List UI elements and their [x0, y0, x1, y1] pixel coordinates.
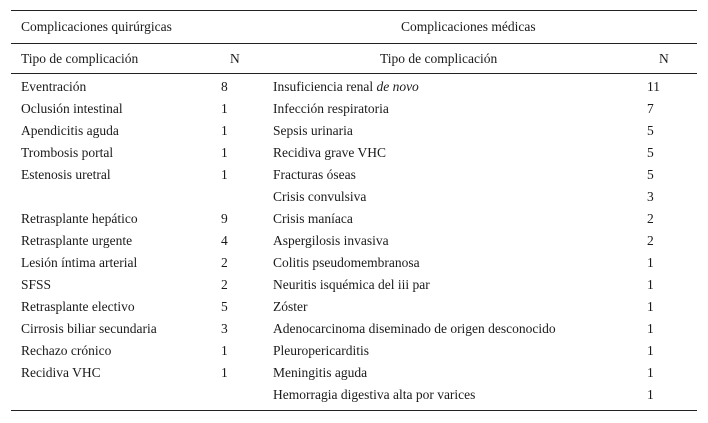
- surgical-complication-label: Cirrosis biliar secundaria: [21, 321, 157, 336]
- group-header-rule: [11, 43, 697, 44]
- medical-complication-label: Adenocarcinoma diseminado de origen desconocido: [273, 321, 556, 336]
- surgical-complication-count: 4: [221, 233, 228, 248]
- medical-complication-label: Insuficiencia renal de novo: [273, 79, 419, 94]
- medical-complication-label: Crisis maníaca: [273, 211, 353, 226]
- surgical-complication-count: 3: [221, 321, 228, 336]
- surgical-complication-count: 2: [221, 277, 228, 292]
- surgical-group-title: Complicaciones quirúrgicas: [21, 19, 172, 34]
- medical-complication-count: 1: [647, 343, 654, 358]
- top-rule: [11, 10, 697, 11]
- medical-complication-label: Crisis convulsiva: [273, 189, 367, 204]
- surgical-complication-count: 9: [221, 211, 228, 226]
- surgical-n-header: N: [230, 51, 240, 66]
- surgical-complication-label: Apendicitis aguda: [21, 123, 119, 138]
- medical-complication-count: 11: [647, 79, 660, 94]
- medical-group-title: Complicaciones médicas: [401, 19, 536, 34]
- surgical-complication-count: 1: [221, 123, 228, 138]
- medical-complication-label: Sepsis urinaria: [273, 123, 353, 138]
- surgical-complication-label: SFSS: [21, 277, 52, 292]
- surgical-complication-label: Eventración: [21, 79, 87, 94]
- surgical-type-header: Tipo de complicación: [21, 51, 139, 66]
- surgical-complication-count: 1: [221, 101, 228, 116]
- surgical-complication-label: Retrasplante urgente: [21, 233, 133, 248]
- surgical-complication-label: Rechazo crónico: [21, 343, 112, 358]
- surgical-complication-count: 1: [221, 167, 228, 182]
- medical-complication-count: 5: [647, 123, 654, 138]
- surgical-complication-label: Estenosis uretral: [21, 167, 111, 182]
- medical-complication-count: 7: [647, 101, 654, 116]
- medical-complication-count: 1: [647, 299, 654, 314]
- surgical-complication-count: 1: [221, 365, 228, 380]
- medical-complication-count: 1: [647, 387, 654, 402]
- medical-complication-label: Fracturas óseas: [273, 167, 356, 182]
- surgical-complication-label: Oclusión intestinal: [21, 101, 123, 116]
- surgical-complication-label: Recidiva VHC: [21, 365, 101, 380]
- medical-complication-count: 5: [647, 145, 654, 160]
- medical-type-header: Tipo de complicación: [380, 51, 498, 66]
- medical-complication-label: Colitis pseudomembranosa: [273, 255, 420, 270]
- medical-complication-count: 1: [647, 321, 654, 336]
- medical-complication-count: 1: [647, 277, 654, 292]
- surgical-complication-label: Lesión íntima arterial: [21, 255, 138, 270]
- medical-complication-label: Hemorragia digestiva alta por varices: [273, 387, 476, 402]
- medical-complication-count: 2: [647, 233, 654, 248]
- medical-complication-count: 1: [647, 365, 654, 380]
- medical-complication-count: 3: [647, 189, 654, 204]
- surgical-complication-label: Retrasplante electivo: [21, 299, 135, 314]
- medical-complication-label: Infección respiratoria: [273, 101, 389, 116]
- medical-complication-count: 1: [647, 255, 654, 270]
- medical-complication-label: Meningitis aguda: [273, 365, 368, 380]
- surgical-complication-count: 1: [221, 145, 228, 160]
- bottom-rule: [11, 410, 697, 411]
- surgical-complication-label: Trombosis portal: [21, 145, 114, 160]
- medical-complication-label: Pleuropericarditis: [273, 343, 369, 358]
- surgical-complication-count: 8: [221, 79, 228, 94]
- column-header-rule: [11, 73, 697, 74]
- surgical-complication-label: Retrasplante hepático: [21, 211, 138, 226]
- medical-complication-label: Aspergilosis invasiva: [273, 233, 389, 248]
- medical-complication-count: 5: [647, 167, 654, 182]
- medical-complication-label: Zóster: [273, 299, 308, 314]
- surgical-complication-count: 5: [221, 299, 228, 314]
- medical-label-italic: de novo: [376, 79, 419, 94]
- medical-complication-label: Recidiva grave VHC: [273, 145, 386, 160]
- medical-complication-label: Neuritis isquémica del iii par: [273, 277, 430, 292]
- medical-complication-count: 2: [647, 211, 654, 226]
- medical-n-header: N: [659, 51, 669, 66]
- surgical-complication-count: 1: [221, 343, 228, 358]
- surgical-complication-count: 2: [221, 255, 228, 270]
